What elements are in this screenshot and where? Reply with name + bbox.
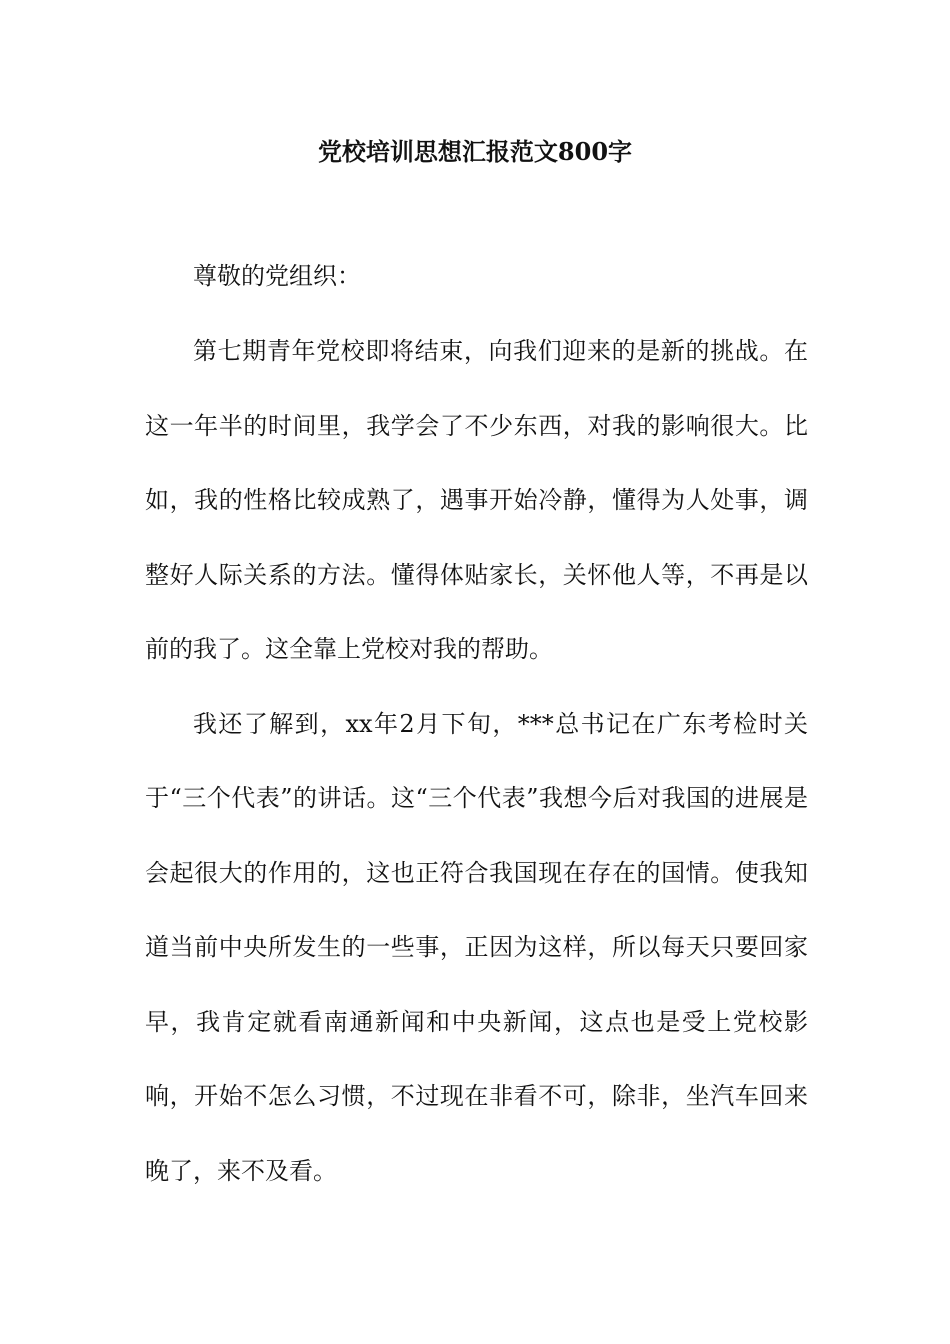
paragraph-2: 我还了解到，xx年2月下旬，***总书记在广东考检时关于“三个代表”的讲话。这“三个代表”我想今后对我国的进展是会起很大的作用的，这也正符合我国现在存在的国情。使我知道当前中央所发生的一些事，正因为这样，所以每天只要回家早，我肯定就看南通新闻和中央新闻，这点也是受上党校影响，开始不怎么习惯，不过现在非看不可，除非，坐汽车回来晚了，来不及看。: [145, 709, 808, 1185]
document-title: 党校培训思想汇报范文800字: [317, 137, 633, 166]
document-body: [145, 314, 808, 1208]
paragraph-1: 第七期青年党校即将结束，向我们迎来的是新的挑战。在这一年半的时间里，我学会了不少东西，对我的影响很大。比如，我的性格比较成熟了，遇事开始冷静，懂得为人处事，调整好人际关系的方法。懂得体贴家长，关怀他人等，不再是以前的我了。这全靠上党校对我的帮助。: [145, 337, 808, 663]
salutation: 尊敬的党组织：: [193, 262, 361, 290]
